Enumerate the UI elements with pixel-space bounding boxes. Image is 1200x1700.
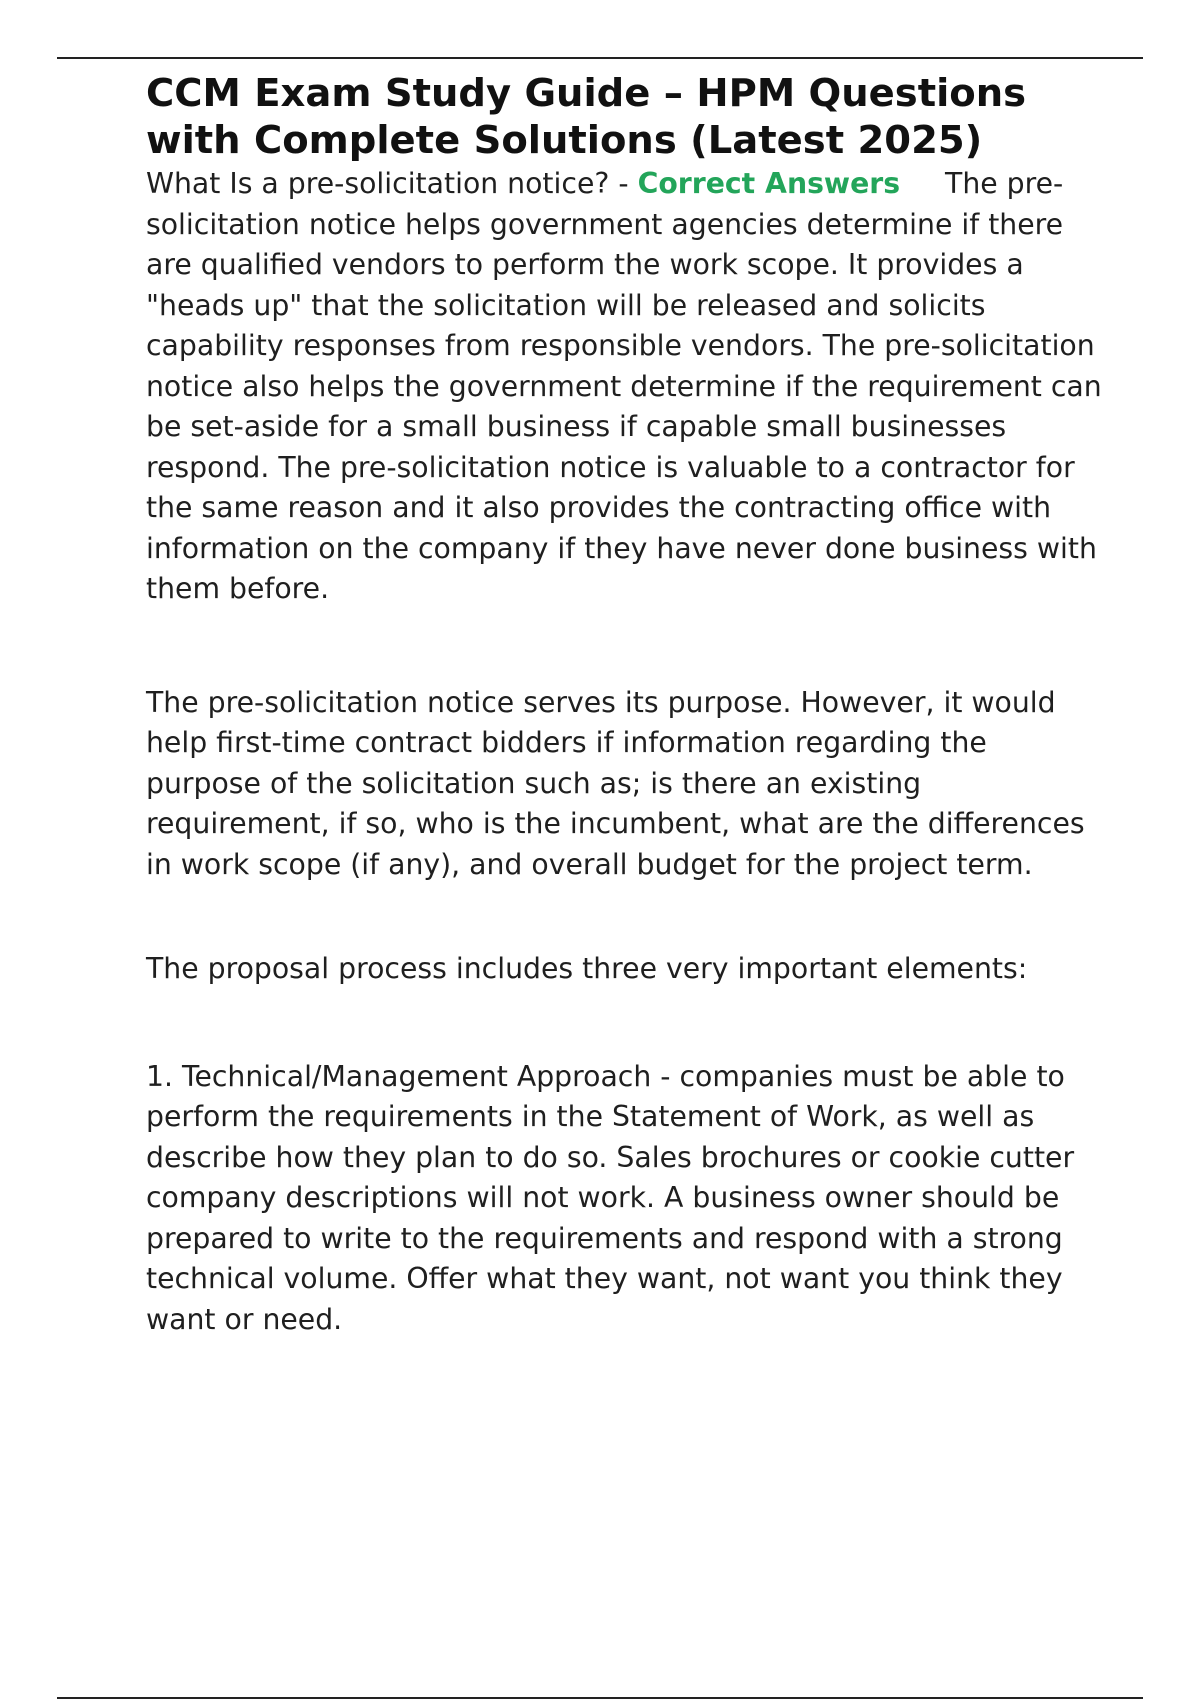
paragraph-purpose: The pre-solicitation notice serves its purpose. However, it would help first-time contract bidders if information regarding the purpose of the solicitation such as; is there an existing requirement, if so, who is the incumbent, what are the differences in work scope (if any), and overall budget for the project term. (146, 685, 1085, 881)
document-title: CCM Exam Study Guide – HPM Questions with Complete Solutions (Latest 2025) (146, 71, 1027, 163)
paragraph-technical-approach: 1. Technical/Management Approach - companies must be able to perform the requirements in the Statement of Work, as well as describe how they plan to do so. Sales brochures or cookie cutter company descriptions will not work. A business owner should be prepared to write to the requirements and respond with a strong technical volume. Offer what they want, not want you think they want or need. (146, 1059, 1075, 1336)
paragraph-proposal-process: The proposal process includes three very important elements: (146, 952, 1028, 985)
answer-text: The pre-solicitation notice helps government agencies determine if there are qualified vendors to perform the work scope. It provides a "heads up" that the solicitation will be released and solicits capability responses from responsible vendors. The pre-solicitation notice also helps the government determine if the requirement can be set-aside for a small business if capable small businesses respond. The pre-solicitation notice is valuable to a contractor for the same reason and it also provides the contracting office with information on the company if they have never done business with them before. (146, 167, 1111, 605)
header-rule (57, 57, 1143, 59)
footer-rule (57, 1697, 1143, 1699)
document-body (146, 70, 1111, 1340)
question-answer-paragraph (146, 164, 1111, 610)
question-text: What Is a pre-solicitation notice? - (146, 167, 638, 200)
correct-answers-label: Correct Answers (637, 167, 901, 200)
